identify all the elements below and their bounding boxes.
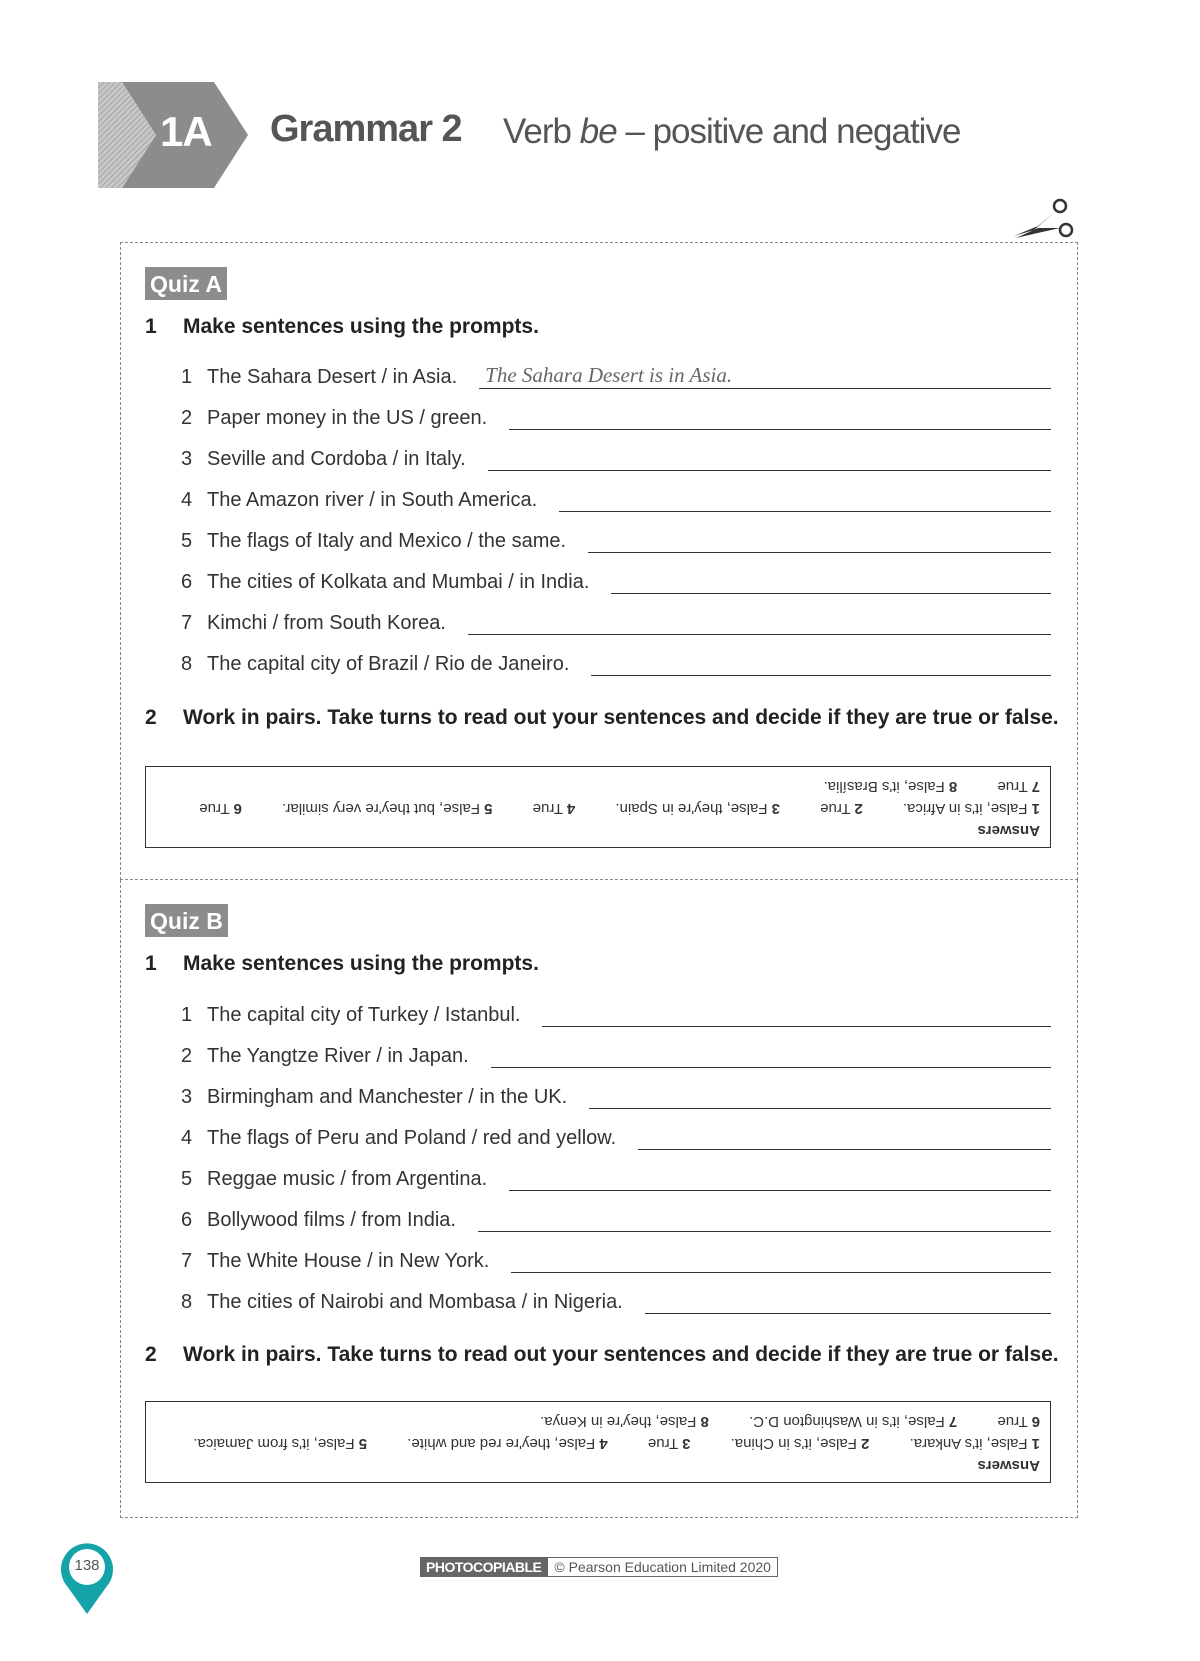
item-prompt: The Amazon river / in South America. [207, 489, 538, 511]
answer-key-text: True [532, 800, 563, 817]
exercise-instruction: Work in pairs. Take turns to read out your sentences and decide if they are true or false. [183, 1343, 1059, 1366]
item-number: 7 [181, 1250, 193, 1272]
answer-key-item [892, 1435, 1040, 1452]
item-prompt: The flags of Italy and Mexico / the same. [207, 530, 567, 552]
quiz-b-item-8 [181, 1284, 1051, 1314]
quiz-a-exercise-1 [145, 315, 1057, 339]
answer-key-text: False, they're in Spain. [615, 800, 768, 817]
answer-key-item [389, 1435, 607, 1452]
answer-line[interactable] [509, 1165, 1051, 1191]
answer-key-number: 4 [566, 800, 576, 817]
quiz-a-item-6 [181, 564, 1051, 594]
answer-key-number: 1 [1031, 1435, 1040, 1452]
quiz-b-label: Quiz B [145, 904, 228, 937]
item-number: 1 [181, 366, 193, 388]
item-number: 8 [181, 1291, 193, 1313]
item-number: 2 [181, 1045, 193, 1067]
item-number: 2 [181, 407, 193, 429]
answer-line[interactable] [589, 1083, 1051, 1109]
quiz-b-section [120, 880, 1078, 1518]
quiz-a-answers-box [145, 766, 1051, 848]
footer-credit [420, 1557, 778, 1577]
quiz-a-label: Quiz A [145, 267, 227, 300]
photocopiable-badge: PHOTOCOPIABLE [420, 1557, 547, 1577]
answer-key-item [515, 800, 576, 817]
answer-key-number: 7 [948, 1413, 958, 1430]
item-prompt: Kimchi / from South Korea. [207, 612, 446, 634]
item-prompt: The capital city of Brazil / Rio de Janeiro. [207, 653, 570, 675]
answer-key-text: True [997, 1413, 1028, 1430]
exercise-instruction: Make sentences using the prompts. [183, 952, 539, 975]
quiz-b-item-2 [181, 1038, 1051, 1068]
quiz-a-item-4 [181, 482, 1051, 512]
quiz-a-item-8 [181, 646, 1051, 676]
quiz-b-item-7 [181, 1243, 1051, 1273]
answer-key-text: False, it's Ankara. [909, 1435, 1028, 1452]
item-number: 6 [181, 1209, 193, 1231]
answer-key-number: 4 [599, 1435, 608, 1452]
answer-key-text: False, it's in China. [730, 1435, 857, 1452]
answers-row-2 [156, 1410, 1040, 1432]
quiz-a-item-5 [181, 523, 1051, 553]
answers-heading: Answers [977, 822, 1040, 839]
page-subtitle [503, 112, 960, 152]
answer-key-item [630, 1435, 691, 1452]
answer-line[interactable]: The Sahara Desert is in Asia. [479, 363, 1051, 389]
exercise-instruction: Work in pairs. Take turns to read out your sentences and decide if they are true or false. [183, 706, 1059, 729]
quiz-a-item-2 [181, 400, 1051, 430]
item-number: 1 [181, 1004, 193, 1026]
item-prompt: Birmingham and Manchester / in the UK. [207, 1086, 568, 1108]
subtitle-italic: be [579, 112, 617, 151]
item-number: 4 [181, 489, 193, 511]
answers-row-1 [156, 797, 1040, 819]
quiz-b-item-3 [181, 1079, 1051, 1109]
answer-key-number: 5 [358, 1435, 368, 1452]
item-prompt: The cities of Nairobi and Mombasa / in Nigeria. [207, 1291, 623, 1313]
exercise-instruction: Make sentences using the prompts. [183, 315, 539, 338]
item-number: 3 [181, 448, 193, 470]
item-number: 4 [181, 1127, 193, 1149]
quiz-a-item-7 [181, 605, 1051, 635]
answer-key-number: 2 [861, 1435, 870, 1452]
quiz-b-item-6 [181, 1202, 1051, 1232]
exercise-number: 1 [145, 315, 157, 338]
item-prompt: The White House / in New York. [207, 1250, 490, 1272]
answer-line[interactable] [645, 1288, 1051, 1314]
quiz-a-exercise-2 [145, 706, 1057, 730]
answer-key-number: 5 [484, 800, 493, 817]
exercise-number: 1 [145, 952, 157, 975]
answer-line[interactable] [491, 1042, 1051, 1068]
answer-key-text: False, it's in Washington D.C. [749, 1413, 945, 1430]
answer-key-number: 3 [682, 1435, 691, 1452]
quiz-a-item-3 [181, 441, 1051, 471]
answer-key-item [979, 778, 1040, 795]
answer-line[interactable] [468, 609, 1051, 635]
answer-key-text: True [647, 1435, 679, 1452]
answer-key-number: 8 [700, 1413, 709, 1430]
item-prompt: Reggae music / from Argentina. [207, 1168, 488, 1190]
quiz-a-section [120, 242, 1078, 880]
item-number: 5 [181, 530, 193, 552]
item-prompt: Seville and Cordoba / in Italy. [207, 448, 466, 470]
answer-key-text: False, it's Brasília. [823, 778, 945, 795]
answers-row-1 [156, 1432, 1040, 1454]
answer-key-number: 6 [233, 800, 242, 817]
answers-upside-down [146, 767, 1050, 847]
location-pin-icon [58, 1540, 116, 1616]
answer-line[interactable] [509, 404, 1051, 430]
answer-key-item [522, 1413, 709, 1430]
quiz-b-item-4 [181, 1120, 1051, 1150]
answer-key-item [713, 1435, 870, 1452]
answers-heading: Answers [977, 1457, 1040, 1474]
item-prompt: The flags of Peru and Poland / red and yellow. [207, 1127, 617, 1149]
answer-key-text: False, it's from Jamaica. [193, 1435, 355, 1452]
answer-line[interactable] [559, 486, 1051, 512]
answer-line[interactable] [478, 1206, 1051, 1232]
answer-key-number: 2 [854, 800, 863, 817]
item-prompt: The Sahara Desert / in Asia. [207, 366, 458, 388]
quiz-b-item-5 [181, 1161, 1051, 1191]
answer-key-item [885, 800, 1040, 817]
answer-line[interactable] [638, 1124, 1051, 1150]
quiz-b-exercise-2 [145, 1343, 1057, 1367]
answer-line[interactable] [591, 650, 1051, 676]
answer-key-text: False, they're in Kenya. [540, 1413, 697, 1430]
answer-key-text: True [997, 778, 1028, 795]
answer-key-item [181, 800, 242, 817]
answer-line[interactable] [611, 568, 1051, 594]
quiz-a-item-1 [181, 359, 1051, 389]
quiz-b-exercise-1 [145, 952, 1057, 976]
answer-key-text: True [820, 800, 851, 817]
answer-line[interactable] [542, 1001, 1051, 1027]
answer-key-number: 8 [948, 778, 958, 795]
answer-key-number: 3 [771, 800, 781, 817]
answer-key-number: 1 [1031, 800, 1040, 817]
answer-key-item [731, 1413, 957, 1430]
answer-line[interactable] [488, 445, 1051, 471]
answer-key-text: False, they're red and white. [407, 1435, 596, 1452]
item-prompt: The Yangtze River / in Japan. [207, 1045, 469, 1067]
answers-row-2 [156, 775, 1040, 797]
item-prompt: Bollywood films / from India. [207, 1209, 456, 1231]
item-number: 8 [181, 653, 193, 675]
item-number: 5 [181, 1168, 193, 1190]
answer-key-item [597, 800, 780, 817]
scissors-icon [1012, 198, 1078, 246]
exercise-number: 2 [145, 706, 157, 729]
answer-key-item [979, 1413, 1040, 1430]
answer-key-text: False, but they're very similar. [282, 800, 480, 817]
answer-key-number: 6 [1031, 1413, 1040, 1430]
unit-label: 1A [160, 108, 212, 155]
answer-key-number: 7 [1031, 778, 1040, 795]
item-prompt: Paper money in the US / green. [207, 407, 488, 429]
subtitle-post: – positive and negative [616, 112, 961, 151]
answers-upside-down [146, 1402, 1050, 1482]
answer-key-text: False, it's in Africa. [902, 800, 1028, 817]
answer-key-item [264, 800, 492, 817]
answer-key-item [806, 778, 958, 795]
subtitle-pre: Verb [503, 112, 580, 151]
page-number: 138 [74, 1557, 100, 1574]
answer-key-item [802, 800, 863, 817]
copyright-text: © Pearson Education Limited 2020 [547, 1557, 778, 1577]
answer-line[interactable] [511, 1247, 1051, 1273]
answer-key-text: True [199, 800, 230, 817]
page-title: Grammar 2 [270, 108, 462, 150]
item-number: 6 [181, 571, 193, 593]
item-number: 3 [181, 1086, 193, 1108]
item-prompt: The cities of Kolkata and Mumbai / in India. [207, 571, 590, 593]
answer-key-item [175, 1435, 367, 1452]
answer-line[interactable] [588, 527, 1051, 553]
quiz-b-answers-box [145, 1401, 1051, 1483]
quiz-b-item-1 [181, 997, 1051, 1027]
item-number: 7 [181, 612, 193, 634]
item-prompt: The capital city of Turkey / Istanbul. [207, 1004, 521, 1026]
exercise-number: 2 [145, 1343, 157, 1366]
